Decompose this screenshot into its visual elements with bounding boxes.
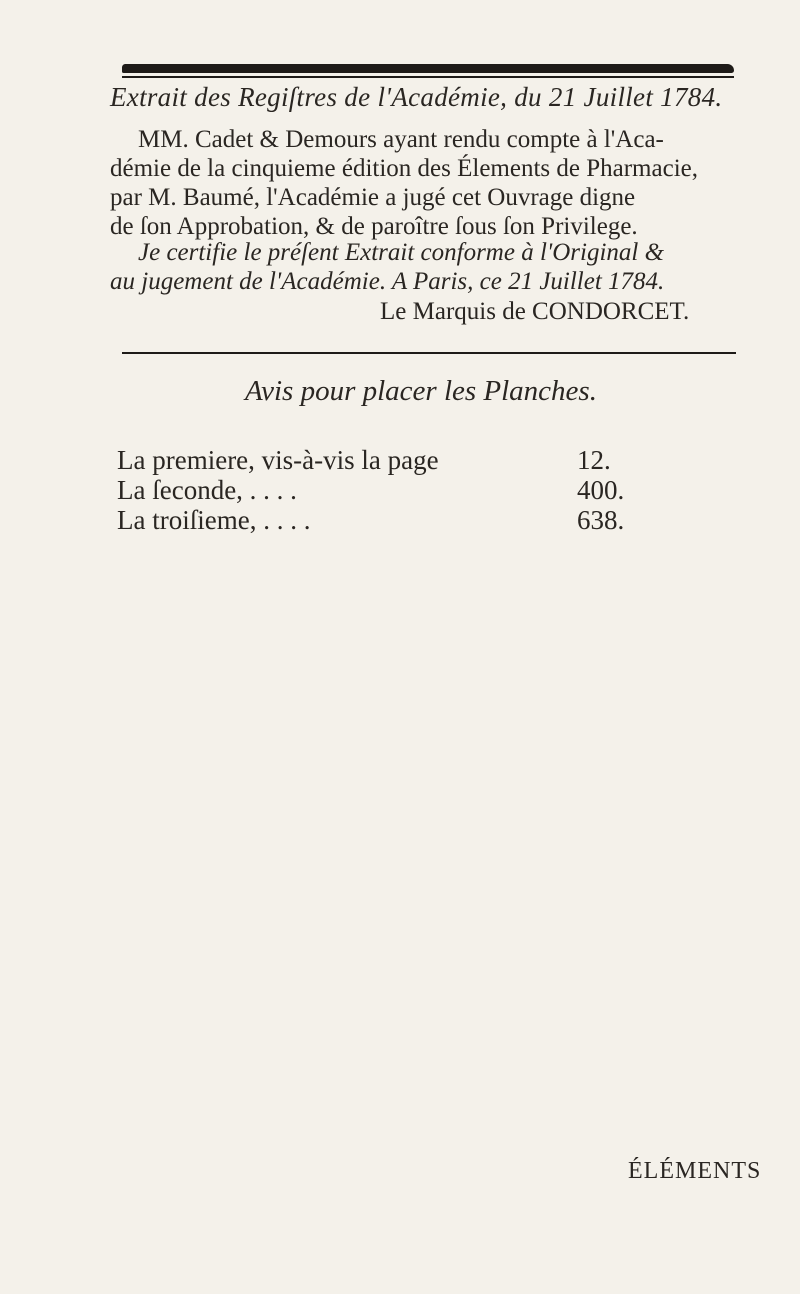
- plate-page: 12.: [577, 445, 611, 475]
- plate-label: La troiſieme, . . . .: [117, 505, 311, 535]
- approval-line: MM. Cadet & Demours ayant rendu compte à l'Aca-: [138, 126, 664, 153]
- plate-label: La premiere, vis-à-vis la page: [117, 445, 439, 475]
- certification-line: Je certifie le préſent Extrait conforme à l'Original &: [138, 239, 665, 266]
- extract-title: Extrait des Regiſtres de l'Académie, du 21 Juillet 1784.: [110, 82, 723, 112]
- approval-paragraph: [110, 125, 750, 241]
- plate-label: La ſeconde, . . . .: [117, 475, 297, 505]
- section-divider: [122, 352, 736, 354]
- top-thick-rule: [122, 64, 734, 73]
- plates-heading: Avis pour placer les Planches.: [245, 375, 597, 407]
- top-thin-rule: [122, 76, 734, 78]
- signature: Le Marquis de CONDORCET.: [380, 298, 690, 325]
- approval-line: par M. Baumé, l'Académie a jugé cet Ouvrage digne: [110, 184, 636, 211]
- plate-page: 638.: [577, 505, 625, 535]
- certification-line: au jugement de l'Académie. A Paris, ce 21 Juillet 1784.: [110, 268, 665, 295]
- plate-page: 400.: [577, 475, 625, 505]
- approval-line: démie de la cinquieme édition des Élements de Pharmacie,: [110, 155, 698, 182]
- catchword: ÉLÉMENTS: [628, 1158, 762, 1184]
- approval-line: de ſon Approbation, & de paroître ſous ſon Privilege.: [110, 213, 638, 240]
- certification-paragraph: [110, 238, 750, 296]
